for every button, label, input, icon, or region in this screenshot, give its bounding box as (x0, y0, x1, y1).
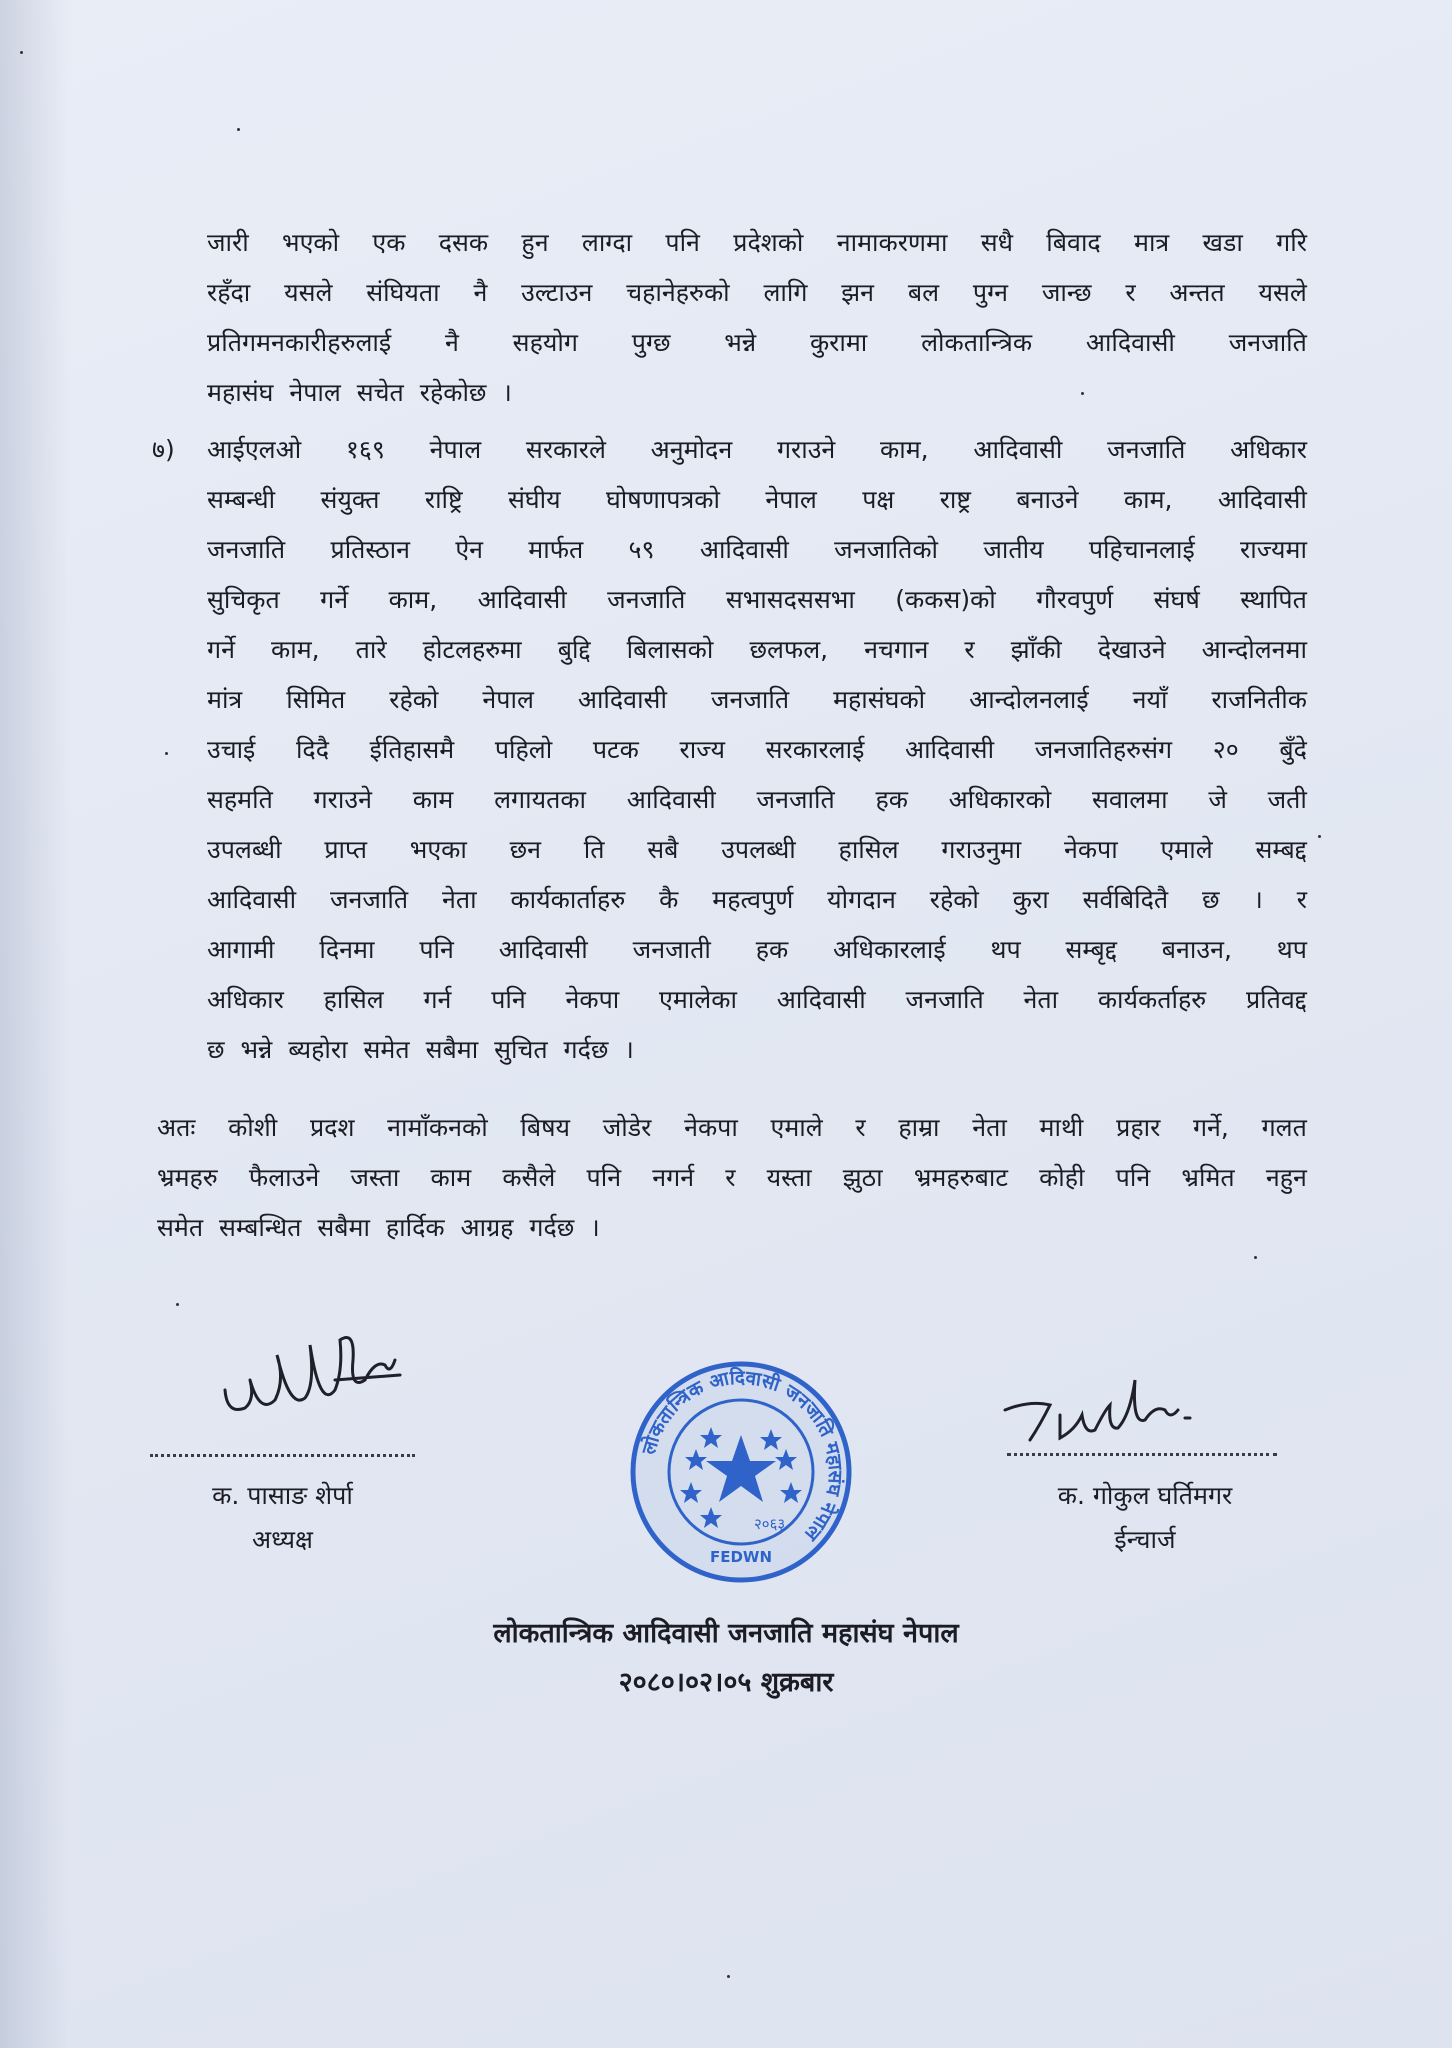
page-shadow (0, 0, 70, 2048)
left-signatory (150, 1474, 415, 1562)
point-number: ७) (152, 435, 175, 464)
left-signatory-title: अध्यक्ष (252, 1525, 313, 1554)
right-signature (1000, 1370, 1230, 1460)
seal-year: २०६३ (754, 1515, 786, 1533)
left-signature-line (150, 1452, 415, 1457)
text-line: सम्बन्धी संयुक्त राष्ट्रि संघीय घोषणापत्रको नेपाल पक्ष राष्ट्र बनाउने काम, आदिवासी (207, 485, 1307, 514)
text-line: भ्रमहरु फैलाउने जस्ता काम कसैले पनि नगर्न र यस्ता झुठा भ्रमहरुबाट कोही पनि भ्रमित नहुन (157, 1163, 1307, 1192)
text-line: जारी भएको एक दसक हुन लाग्दा पनि प्रदेशको नामाकरणमा सधै बिवाद मात्र खडा गरि (207, 228, 1307, 257)
text-line: आदिवासी जनजाति नेता कार्यकार्ताहरु कै महत्वपुर्ण योगदान रहेको कुरा सर्वबिदितै छ । र (207, 885, 1307, 914)
text-line: उचाई दिदै ईतिहासमै पहिलो पटक राज्य सरकारलाई आदिवासी जनजातिहरुसंग २० बुँदे (207, 735, 1307, 764)
footer-organization: लोकतान्त्रिक आदिवासी जनजाति महासंघ नेपाल (493, 1618, 959, 1649)
right-signature-line (1007, 1451, 1277, 1456)
right-signatory-title: ईन्चार्ज (1114, 1525, 1176, 1554)
seal-abbr: FEDWN (709, 1548, 773, 1566)
left-signature (215, 1320, 415, 1440)
text-line: आईएलओ १६९ नेपाल सरकारले अनुमोदन गराउने काम, आदिवासी जनजाति अधिकार (207, 435, 1307, 464)
text-line: सुचिकृत गर्ने काम, आदिवासी जनजाति सभासदससभा (ककस)को गौरवपुर्ण संघर्ष स्थापित (207, 585, 1307, 614)
paper-speck (176, 1303, 179, 1306)
right-signatory (1000, 1474, 1290, 1562)
text-line: अतः कोशी प्रदश नामाँकनको बिषय जोडेर नेकपा एमाले र हाम्रा नेता माथी प्रहार गर्ने, गलत (157, 1113, 1307, 1142)
paper-speck (237, 128, 240, 131)
paper-speck (165, 752, 168, 755)
organization-seal (626, 1357, 856, 1587)
seal-ring-text: लोकतान्त्रिक आदिवासी जनजाति महासंघ नेपाल (637, 1366, 847, 1545)
right-signatory-name: क. गोकुल घर्तिमगर (1057, 1481, 1233, 1510)
text-line: गर्ने काम, तारे होटलहरुमा बुद्दि बिलासको छलफल, नचगान र झाँकी देखाउने आन्दोलनमा (207, 635, 1307, 664)
paper-speck (1254, 1256, 1257, 1259)
text-line: प्रतिगमनकारीहरुलाई नै सहयोग पुग्छ भन्ने कुरामा लोकतान्त्रिक आदिवासी जनजाति (207, 328, 1307, 357)
footer-date: २०८०।०२।०५ शुक्रबार (618, 1667, 834, 1698)
text-line: सहमति गराउने काम लगायतका आदिवासी जनजाति हक अधिकारको सवालमा जे जती (207, 785, 1307, 814)
paper-speck (1318, 835, 1321, 838)
left-signatory-name: क. पासाङ शेर्पा (212, 1481, 353, 1510)
text-line: समेत सम्बन्धित सबैमा हार्दिक आग्रह गर्दछ । (157, 1213, 600, 1242)
text-line: आगामी दिनमा पनि आदिवासी जनजाती हक अधिकारलाई थप सम्बृद्द बनाउन, थप (207, 935, 1307, 964)
text-line: उपलब्धी प्राप्त भएका छन ति सबै उपलब्धी हासिल गराउनुमा नेकपा एमाले सम्बद्द (207, 835, 1307, 864)
text-line: जनजाति प्रतिस्ठान ऐन मार्फत ५९ आदिवासी जनजातिको जातीय पहिचानलाई राज्यमा (207, 535, 1307, 564)
text-line: महासंघ नेपाल सचेत रहेकोछ । (207, 378, 512, 407)
paper-speck (727, 1975, 730, 1978)
text-line: अधिकार हासिल गर्न पनि नेकपा एमालेका आदिवासी जनजाति नेता कार्यकर्ताहरु प्रतिवद्द (207, 985, 1307, 1014)
text-line: रहँदा यसले संघियता नै उल्टाउन चहानेहरुको लागि झन बल पुग्न जान्छ र अन्तत यसले (207, 278, 1307, 307)
text-line: छ भन्ने ब्यहोरा समेत सबैमा सुचित गर्दछ । (207, 1035, 634, 1064)
text-line: मांत्र सिमित रहेको नेपाल आदिवासी जनजाति महासंघको आन्दोलनलाई नयाँ राजनितीक (207, 685, 1307, 714)
paper-speck (20, 51, 23, 54)
